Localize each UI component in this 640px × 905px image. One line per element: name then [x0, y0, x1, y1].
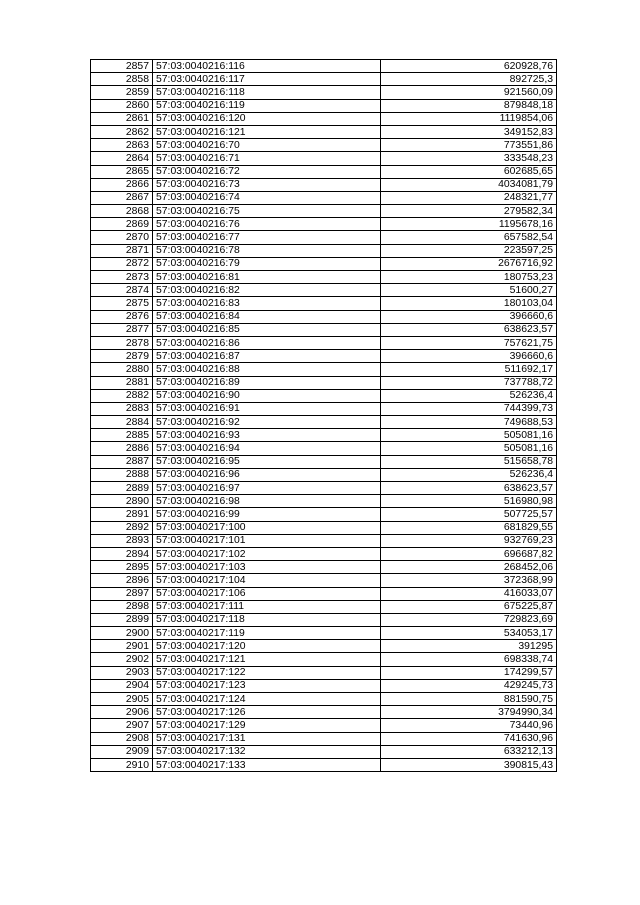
cadastral-number-cell: 57:03:0040217:122: [153, 666, 381, 679]
cadastral-number-cell: 57:03:0040217:133: [153, 758, 381, 771]
row-number-cell: 2898: [91, 600, 153, 613]
row-number-cell: 2865: [91, 165, 153, 178]
cadastral-value-cell: 698338,74: [381, 653, 557, 666]
cadastral-number-cell: 57:03:0040217:118: [153, 613, 381, 626]
cadastral-number-cell: 57:03:0040216:79: [153, 257, 381, 270]
row-number-cell: 2857: [91, 60, 153, 73]
cadastral-value-cell: 248321,77: [381, 191, 557, 204]
row-number-cell: 2881: [91, 376, 153, 389]
cadastral-number-cell: 57:03:0040216:86: [153, 336, 381, 349]
table-row: [91, 125, 557, 138]
cadastral-value-cell: 505081,16: [381, 429, 557, 442]
cadastral-value-cell: 268452,06: [381, 561, 557, 574]
cadastral-number-cell: 57:03:0040216:121: [153, 125, 381, 138]
row-number-cell: 2874: [91, 284, 153, 297]
table-row: [91, 416, 557, 429]
cadastral-value-cell: 4034081,79: [381, 178, 557, 191]
cadastral-number-cell: 57:03:0040216:75: [153, 205, 381, 218]
table-row: [91, 653, 557, 666]
table-row: [91, 178, 557, 191]
cadastral-value-cell: 892725,3: [381, 73, 557, 86]
row-number-cell: 2867: [91, 191, 153, 204]
row-number-cell: 2869: [91, 218, 153, 231]
row-number-cell: 2896: [91, 574, 153, 587]
row-number-cell: 2899: [91, 613, 153, 626]
table-row: [91, 350, 557, 363]
cadastral-number-cell: 57:03:0040217:104: [153, 574, 381, 587]
cadastral-number-cell: 57:03:0040217:126: [153, 706, 381, 719]
cadastral-value-cell: 507725,57: [381, 508, 557, 521]
table-row: [91, 508, 557, 521]
table-row: [91, 376, 557, 389]
cadastral-value-cell: 279582,34: [381, 205, 557, 218]
table-row: [91, 139, 557, 152]
cadastral-value-cell: 657582,54: [381, 231, 557, 244]
row-number-cell: 2877: [91, 323, 153, 336]
cadastral-number-cell: 57:03:0040217:111: [153, 600, 381, 613]
cadastral-number-cell: 57:03:0040216:87: [153, 350, 381, 363]
cadastral-number-cell: 57:03:0040217:131: [153, 732, 381, 745]
row-number-cell: 2900: [91, 627, 153, 640]
row-number-cell: 2873: [91, 271, 153, 284]
cadastral-number-cell: 57:03:0040216:84: [153, 310, 381, 323]
cadastral-number-cell: 57:03:0040216:94: [153, 442, 381, 455]
cadastral-value-cell: 333548,23: [381, 152, 557, 165]
cadastral-value-cell: 526236,4: [381, 468, 557, 481]
cadastral-number-cell: 57:03:0040217:106: [153, 587, 381, 600]
row-number-cell: 2868: [91, 205, 153, 218]
table-row: [91, 732, 557, 745]
cadastral-number-cell: 57:03:0040216:72: [153, 165, 381, 178]
cadastral-number-cell: 57:03:0040217:129: [153, 719, 381, 732]
table-row: [91, 547, 557, 560]
cadastral-value-cell: 416033,07: [381, 587, 557, 600]
cadastral-number-cell: 57:03:0040216:120: [153, 112, 381, 125]
cadastral-number-cell: 57:03:0040216:96: [153, 468, 381, 481]
table-row: [91, 257, 557, 270]
row-number-cell: 2870: [91, 231, 153, 244]
table-row: [91, 284, 557, 297]
row-number-cell: 2884: [91, 416, 153, 429]
row-number-cell: 2860: [91, 99, 153, 112]
cadastral-number-cell: 57:03:0040216:77: [153, 231, 381, 244]
table-row: [91, 86, 557, 99]
table-row: [91, 442, 557, 455]
cadastral-number-cell: 57:03:0040216:97: [153, 482, 381, 495]
table-row: [91, 745, 557, 758]
table-row: [91, 297, 557, 310]
table-row: [91, 495, 557, 508]
table-row: [91, 73, 557, 86]
cadastral-number-cell: 57:03:0040217:100: [153, 521, 381, 534]
cadastral-value-cell: 633212,13: [381, 745, 557, 758]
cadastral-value-cell: 2676716,92: [381, 257, 557, 270]
cadastral-value-cell: 505081,16: [381, 442, 557, 455]
cadastral-number-cell: 57:03:0040217:121: [153, 653, 381, 666]
row-number-cell: 2880: [91, 363, 153, 376]
row-number-cell: 2862: [91, 125, 153, 138]
cadastral-value-cell: 223597,25: [381, 244, 557, 257]
row-number-cell: 2871: [91, 244, 153, 257]
table-row: [91, 99, 557, 112]
table-row: [91, 323, 557, 336]
row-number-cell: 2904: [91, 679, 153, 692]
cadastral-number-cell: 57:03:0040216:95: [153, 455, 381, 468]
cadastral-number-cell: 57:03:0040216:88: [153, 363, 381, 376]
row-number-cell: 2878: [91, 336, 153, 349]
cadastral-value-cell: 372368,99: [381, 574, 557, 587]
row-number-cell: 2909: [91, 745, 153, 758]
table-row: [91, 112, 557, 125]
cadastral-value-cell: 391295: [381, 640, 557, 653]
cadastral-number-cell: 57:03:0040217:102: [153, 547, 381, 560]
cadastral-value-cell: 638623,57: [381, 323, 557, 336]
cadastral-value-cell: 757621,75: [381, 336, 557, 349]
row-number-cell: 2859: [91, 86, 153, 99]
cadastral-value-cell: 741630,96: [381, 732, 557, 745]
cadastral-value-cell: 429245,73: [381, 679, 557, 692]
table-row: [91, 336, 557, 349]
cadastral-number-cell: 57:03:0040216:119: [153, 99, 381, 112]
cadastral-value-cell: 773551,86: [381, 139, 557, 152]
row-number-cell: 2908: [91, 732, 153, 745]
cadastral-value-cell: 396660,6: [381, 310, 557, 323]
cadastral-value-cell: 349152,83: [381, 125, 557, 138]
table-row: [91, 679, 557, 692]
cadastral-number-cell: 57:03:0040216:92: [153, 416, 381, 429]
table-row: [91, 693, 557, 706]
cadastral-value-cell: 390815,43: [381, 758, 557, 771]
row-number-cell: 2882: [91, 389, 153, 402]
cadastral-value-cell: 675225,87: [381, 600, 557, 613]
row-number-cell: 2863: [91, 139, 153, 152]
row-number-cell: 2903: [91, 666, 153, 679]
row-number-cell: 2897: [91, 587, 153, 600]
cadastral-number-cell: 57:03:0040216:83: [153, 297, 381, 310]
row-number-cell: 2892: [91, 521, 153, 534]
cadastral-number-cell: 57:03:0040217:103: [153, 561, 381, 574]
row-number-cell: 2875: [91, 297, 153, 310]
cadastral-value-cell: 932769,23: [381, 534, 557, 547]
cadastral-value-cell: 396660,6: [381, 350, 557, 363]
row-number-cell: 2887: [91, 455, 153, 468]
cadastral-number-cell: 57:03:0040217:119: [153, 627, 381, 640]
table-row: [91, 600, 557, 613]
table-body: [91, 60, 557, 772]
cadastral-number-cell: 57:03:0040216:76: [153, 218, 381, 231]
table-row: [91, 402, 557, 415]
table-row: [91, 587, 557, 600]
cadastral-number-cell: 57:03:0040217:120: [153, 640, 381, 653]
cadastral-number-cell: 57:03:0040217:132: [153, 745, 381, 758]
table-row: [91, 231, 557, 244]
row-number-cell: 2910: [91, 758, 153, 771]
row-number-cell: 2872: [91, 257, 153, 270]
cadastral-number-cell: 57:03:0040216:81: [153, 271, 381, 284]
cadastral-number-cell: 57:03:0040216:85: [153, 323, 381, 336]
cadastral-number-cell: 57:03:0040216:90: [153, 389, 381, 402]
row-number-cell: 2901: [91, 640, 153, 653]
row-number-cell: 2888: [91, 468, 153, 481]
cadastral-value-cell: 180753,23: [381, 271, 557, 284]
cadastral-number-cell: 57:03:0040217:101: [153, 534, 381, 547]
row-number-cell: 2866: [91, 178, 153, 191]
table-row: [91, 482, 557, 495]
table-row: [91, 310, 557, 323]
cadastral-number-cell: 57:03:0040216:78: [153, 244, 381, 257]
row-number-cell: 2895: [91, 561, 153, 574]
cadastral-number-cell: 57:03:0040216:98: [153, 495, 381, 508]
table-row: [91, 271, 557, 284]
cadastral-value-cell: 1195678,16: [381, 218, 557, 231]
cadastral-value-cell: 638623,57: [381, 482, 557, 495]
table-row: [91, 613, 557, 626]
cadastral-number-cell: 57:03:0040216:89: [153, 376, 381, 389]
cadastral-value-cell: 515658,78: [381, 455, 557, 468]
row-number-cell: 2890: [91, 495, 153, 508]
table-row: [91, 758, 557, 771]
cadastral-value-table: [90, 59, 557, 772]
table-row: [91, 389, 557, 402]
table-row: [91, 627, 557, 640]
cadastral-value-cell: 881590,75: [381, 693, 557, 706]
table-row: [91, 561, 557, 574]
cadastral-number-cell: 57:03:0040216:99: [153, 508, 381, 521]
cadastral-number-cell: 57:03:0040216:71: [153, 152, 381, 165]
cadastral-value-cell: 526236,4: [381, 389, 557, 402]
cadastral-value-cell: 744399,73: [381, 402, 557, 415]
cadastral-number-cell: 57:03:0040216:118: [153, 86, 381, 99]
cadastral-value-cell: 180103,04: [381, 297, 557, 310]
row-number-cell: 2883: [91, 402, 153, 415]
row-number-cell: 2858: [91, 73, 153, 86]
row-number-cell: 2864: [91, 152, 153, 165]
cadastral-value-cell: 681829,55: [381, 521, 557, 534]
table-row: [91, 218, 557, 231]
row-number-cell: 2885: [91, 429, 153, 442]
cadastral-value-cell: 174299,57: [381, 666, 557, 679]
table-row: [91, 521, 557, 534]
cadastral-number-cell: 57:03:0040217:123: [153, 679, 381, 692]
cadastral-number-cell: 57:03:0040216:82: [153, 284, 381, 297]
cadastral-value-cell: 602685,65: [381, 165, 557, 178]
cadastral-number-cell: 57:03:0040216:73: [153, 178, 381, 191]
cadastral-value-cell: 1119854,06: [381, 112, 557, 125]
cadastral-number-cell: 57:03:0040216:117: [153, 73, 381, 86]
table-row: [91, 666, 557, 679]
row-number-cell: 2894: [91, 547, 153, 560]
table-row: [91, 534, 557, 547]
table-row: [91, 60, 557, 73]
table-row: [91, 640, 557, 653]
row-number-cell: 2902: [91, 653, 153, 666]
cadastral-value-cell: 729823,69: [381, 613, 557, 626]
row-number-cell: 2876: [91, 310, 153, 323]
row-number-cell: 2879: [91, 350, 153, 363]
row-number-cell: 2891: [91, 508, 153, 521]
cadastral-number-cell: 57:03:0040217:124: [153, 693, 381, 706]
cadastral-number-cell: 57:03:0040216:70: [153, 139, 381, 152]
cadastral-number-cell: 57:03:0040216:74: [153, 191, 381, 204]
table-row: [91, 574, 557, 587]
table-row: [91, 429, 557, 442]
row-number-cell: 2893: [91, 534, 153, 547]
row-number-cell: 2907: [91, 719, 153, 732]
row-number-cell: 2886: [91, 442, 153, 455]
cadastral-value-cell: 51600,27: [381, 284, 557, 297]
cadastral-number-cell: 57:03:0040216:91: [153, 402, 381, 415]
cadastral-value-cell: 534053,17: [381, 627, 557, 640]
cadastral-value-cell: 620928,76: [381, 60, 557, 73]
table-row: [91, 165, 557, 178]
row-number-cell: 2906: [91, 706, 153, 719]
table-row: [91, 706, 557, 719]
table-row: [91, 205, 557, 218]
table-row: [91, 191, 557, 204]
cadastral-value-cell: 921560,09: [381, 86, 557, 99]
cadastral-value-cell: 3794990,34: [381, 706, 557, 719]
row-number-cell: 2861: [91, 112, 153, 125]
cadastral-value-cell: 749688,53: [381, 416, 557, 429]
cadastral-value-cell: 516980,98: [381, 495, 557, 508]
row-number-cell: 2905: [91, 693, 153, 706]
row-number-cell: 2889: [91, 482, 153, 495]
cadastral-value-cell: 879848,18: [381, 99, 557, 112]
cadastral-value-cell: 73440,96: [381, 719, 557, 732]
cadastral-value-cell: 737788,72: [381, 376, 557, 389]
cadastral-value-cell: 511692,17: [381, 363, 557, 376]
cadastral-number-cell: 57:03:0040216:116: [153, 60, 381, 73]
table-row: [91, 468, 557, 481]
cadastral-value-cell: 696687,82: [381, 547, 557, 560]
table-row: [91, 244, 557, 257]
table-row: [91, 363, 557, 376]
table-row: [91, 152, 557, 165]
table-row: [91, 455, 557, 468]
table-row: [91, 719, 557, 732]
cadastral-number-cell: 57:03:0040216:93: [153, 429, 381, 442]
